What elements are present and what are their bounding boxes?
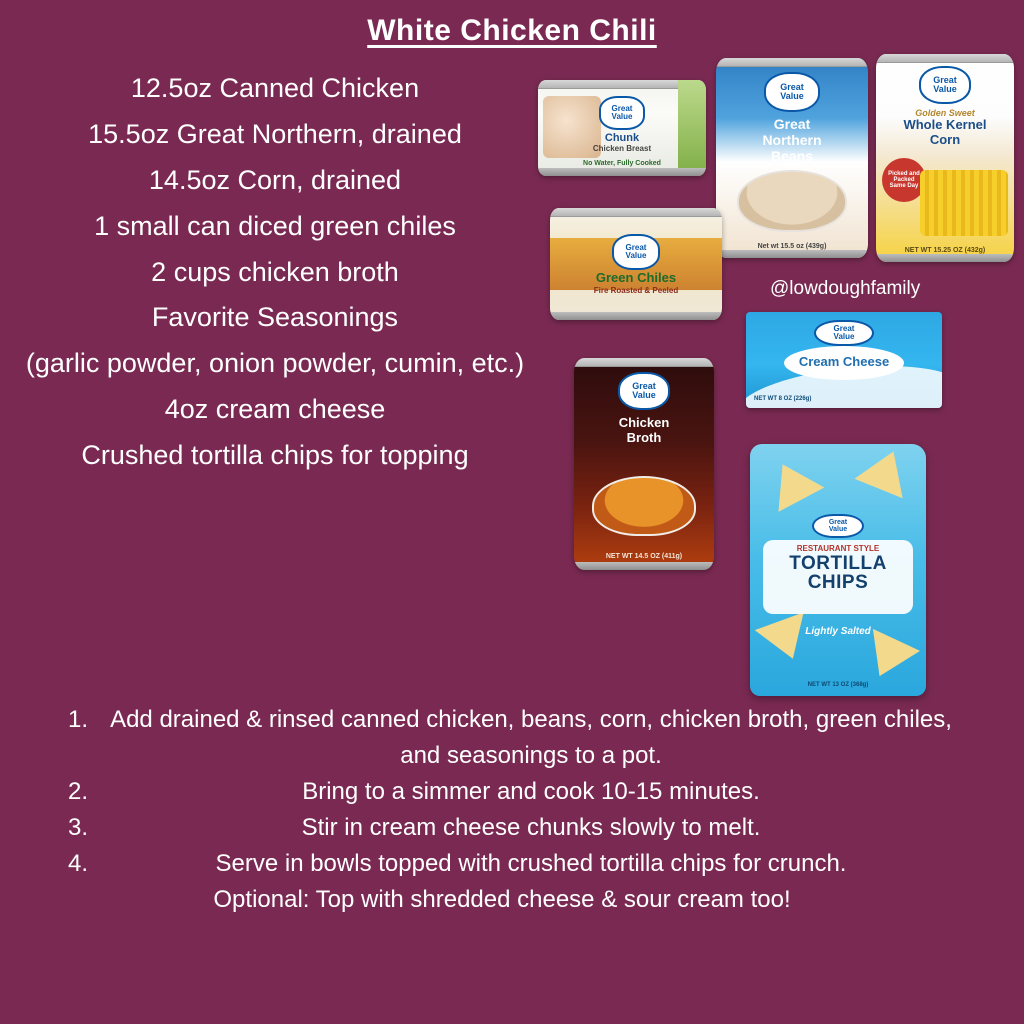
- great-value-logo: Great Value: [814, 320, 874, 346]
- product-great-northern-beans: [716, 58, 868, 258]
- net-weight: NET WT 13 OZ (368g): [807, 682, 869, 688]
- can-lid: [574, 358, 714, 367]
- freshness-seal: Picked and Packed Same Day: [882, 158, 926, 202]
- instruction-step: [26, 810, 998, 846]
- beans-bowl-photo: [737, 170, 847, 232]
- can-base: [574, 562, 714, 570]
- instruction-step: [26, 774, 998, 810]
- product-tortilla-chips: [750, 444, 926, 696]
- step-number: 2.: [68, 778, 89, 805]
- step-text: Add drained & rinsed canned chicken, beans, corn, chicken broth, green chiles, and seasonings to a pot.: [110, 706, 952, 769]
- ingredient-item: 4oz cream cheese: [164, 394, 386, 425]
- ingredient-item: Favorite Seasonings: [151, 302, 399, 333]
- can-base: [550, 312, 722, 320]
- product-cream-cheese: [746, 312, 942, 408]
- great-value-logo: Great Value: [812, 514, 864, 538]
- chip-icon: [856, 629, 920, 687]
- product-whole-kernel-corn: [876, 54, 1014, 262]
- instructions-list: [26, 702, 998, 918]
- ingredients-list: [10, 66, 540, 479]
- can-base: [876, 254, 1014, 262]
- step-number: 3.: [68, 814, 89, 841]
- product-name: TORTILLA CHIPS: [789, 553, 887, 593]
- product-green-chiles: [550, 208, 722, 320]
- can-shape: [574, 358, 714, 570]
- product-name-line1: Chunk: [604, 132, 640, 144]
- product-flavor: Lightly Salted: [805, 626, 871, 637]
- net-weight: NET WT 8 OZ (226g): [754, 396, 812, 402]
- product-canned-chicken: [538, 80, 706, 176]
- box-shape: [746, 312, 942, 408]
- instruction-step: [26, 702, 998, 774]
- product-name: Green Chiles: [595, 270, 677, 285]
- great-value-logo: Great Value: [764, 72, 820, 112]
- optional-note: Optional: Top with shredded cheese & sour cream too!: [213, 886, 791, 913]
- product-name: Cream Cheese: [798, 354, 890, 369]
- can-lid: [550, 208, 722, 217]
- net-weight: Net wt 15.5 oz (439g): [757, 243, 827, 250]
- step-text: Serve in bowls topped with crushed tortilla chips for crunch.: [215, 850, 847, 877]
- corn-kernels-photo: [920, 170, 1008, 236]
- step-text: Bring to a simmer and cook 10-15 minutes.: [302, 778, 760, 805]
- product-name: Whole Kernel Corn: [903, 117, 987, 147]
- great-value-logo: Great Value: [599, 96, 645, 130]
- instruction-step: [26, 846, 998, 882]
- soup-bowl-photo: [592, 476, 696, 536]
- product-style: Diced: [625, 260, 647, 269]
- bag-shape: [750, 444, 926, 696]
- can-lid: [716, 58, 868, 67]
- product-style: Golden Sweet: [915, 108, 975, 118]
- social-handle: @lowdoughfamily: [770, 278, 921, 299]
- product-claim: No Water, Fully Cooked: [583, 160, 661, 167]
- ingredient-item: 1 small can diced green chiles: [94, 210, 456, 241]
- can-shape: [876, 54, 1014, 262]
- can-shape: [716, 58, 868, 258]
- ingredient-item: (garlic powder, onion powder, cumin, etc.): [25, 348, 525, 379]
- can-shape: [550, 208, 722, 320]
- can-base: [538, 168, 706, 176]
- can-lid: [876, 54, 1014, 63]
- product-name: Chicken Broth: [618, 415, 670, 445]
- ingredient-item: 2 cups chicken broth: [151, 256, 399, 287]
- chip-icon: [854, 444, 917, 498]
- product-style: RESTAURANT STYLE: [796, 544, 880, 553]
- chip-icon: [755, 612, 818, 667]
- can-shape: [538, 80, 706, 176]
- product-chicken-broth: [574, 358, 714, 570]
- ingredient-item: 15.5oz Great Northern, drained: [88, 118, 462, 149]
- great-value-logo: Great Value: [919, 66, 971, 104]
- step-number: 4.: [68, 850, 89, 877]
- great-value-logo: Great Value: [618, 372, 670, 410]
- product-images: [538, 50, 1014, 710]
- ingredient-item: Crushed tortilla chips for topping: [81, 440, 469, 471]
- product-name: Great Northern Beans: [762, 116, 822, 165]
- great-value-logo: Great Value: [612, 234, 660, 270]
- product-sub: Fire Roasted & Peeled: [593, 286, 679, 295]
- net-weight: NET WT 14.5 OZ (411g): [605, 553, 683, 560]
- product-name-line2: Chicken Breast: [592, 144, 652, 153]
- ingredient-item: 14.5oz Corn, drained: [148, 164, 402, 195]
- can-base: [716, 250, 868, 258]
- step-number: 1.: [68, 706, 89, 733]
- net-weight: NET WT 15.25 OZ (432g): [904, 247, 986, 254]
- step-text: Stir in cream cheese chunks slowly to melt.: [301, 814, 761, 841]
- page-title: White Chicken Chili: [367, 14, 657, 47]
- chip-icon: [760, 452, 825, 512]
- ingredient-item: 12.5oz Canned Chicken: [130, 73, 420, 103]
